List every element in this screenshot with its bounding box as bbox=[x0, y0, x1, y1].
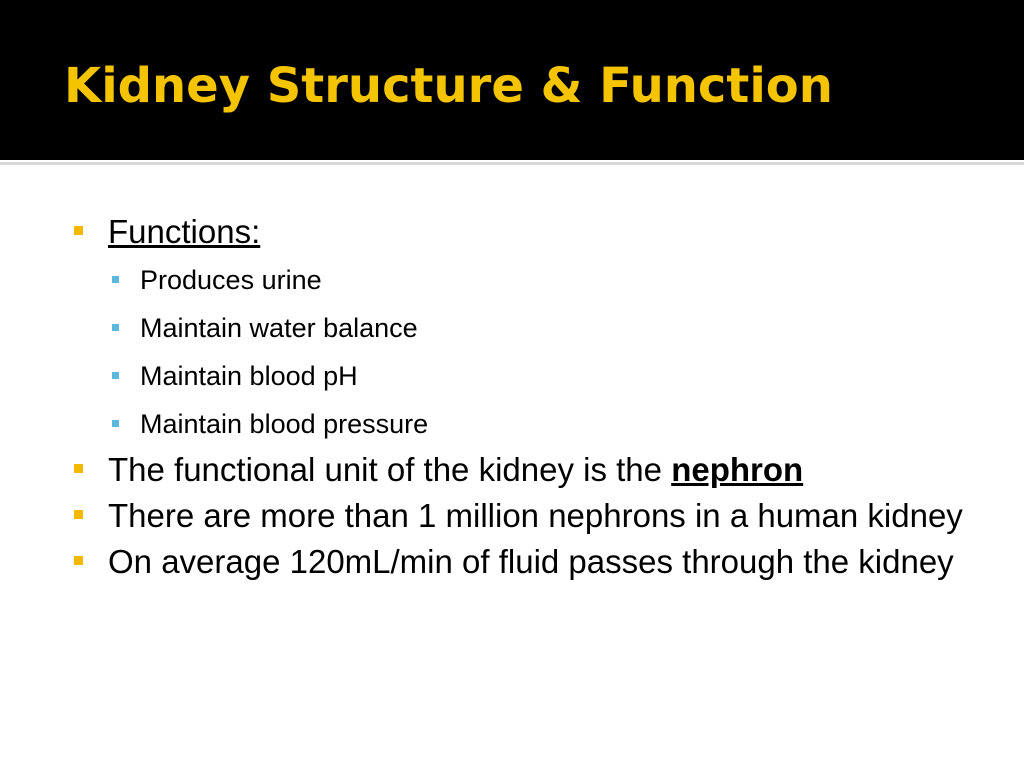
title-bar bbox=[0, 0, 1024, 160]
functional-unit-text: The functional unit of the kidney is the bbox=[108, 451, 672, 488]
fluid-flow-text: On average 120mL/min of fluid passes through the kidney bbox=[108, 543, 954, 580]
square-bullet-icon bbox=[74, 464, 83, 473]
square-bullet-icon bbox=[112, 276, 119, 283]
bullet-fluid-flow bbox=[72, 540, 972, 584]
title-divider bbox=[0, 162, 1024, 165]
bullet-list bbox=[72, 210, 972, 586]
square-bullet-icon bbox=[112, 420, 119, 427]
sub-bullet-text: Maintain blood pH bbox=[140, 361, 358, 391]
sub-bullet-blood-pressure bbox=[72, 400, 972, 448]
sub-bullet-blood-ph bbox=[72, 352, 972, 400]
square-bullet-icon bbox=[112, 372, 119, 379]
bullet-functional-unit bbox=[72, 448, 972, 492]
square-bullet-icon bbox=[74, 226, 83, 235]
slide-title: Kidney Structure & Function bbox=[64, 58, 833, 114]
sub-bullet-text: Maintain water balance bbox=[140, 313, 418, 343]
sub-bullet-water-balance bbox=[72, 304, 972, 352]
nephron-term: nephron bbox=[671, 451, 804, 488]
functions-heading: Functions: bbox=[108, 213, 261, 250]
square-bullet-icon bbox=[74, 556, 83, 565]
square-bullet-icon bbox=[74, 510, 83, 519]
sub-bullet-text: Maintain blood pressure bbox=[140, 409, 429, 439]
nephron-count-text: There are more than 1 million nephrons in a human kidney bbox=[108, 497, 963, 534]
bullet-functions bbox=[72, 210, 972, 254]
sub-bullet-produces-urine bbox=[72, 256, 972, 304]
bullet-nephron-count bbox=[72, 494, 972, 538]
sub-bullet-text: Produces urine bbox=[140, 265, 322, 295]
square-bullet-icon bbox=[112, 324, 119, 331]
